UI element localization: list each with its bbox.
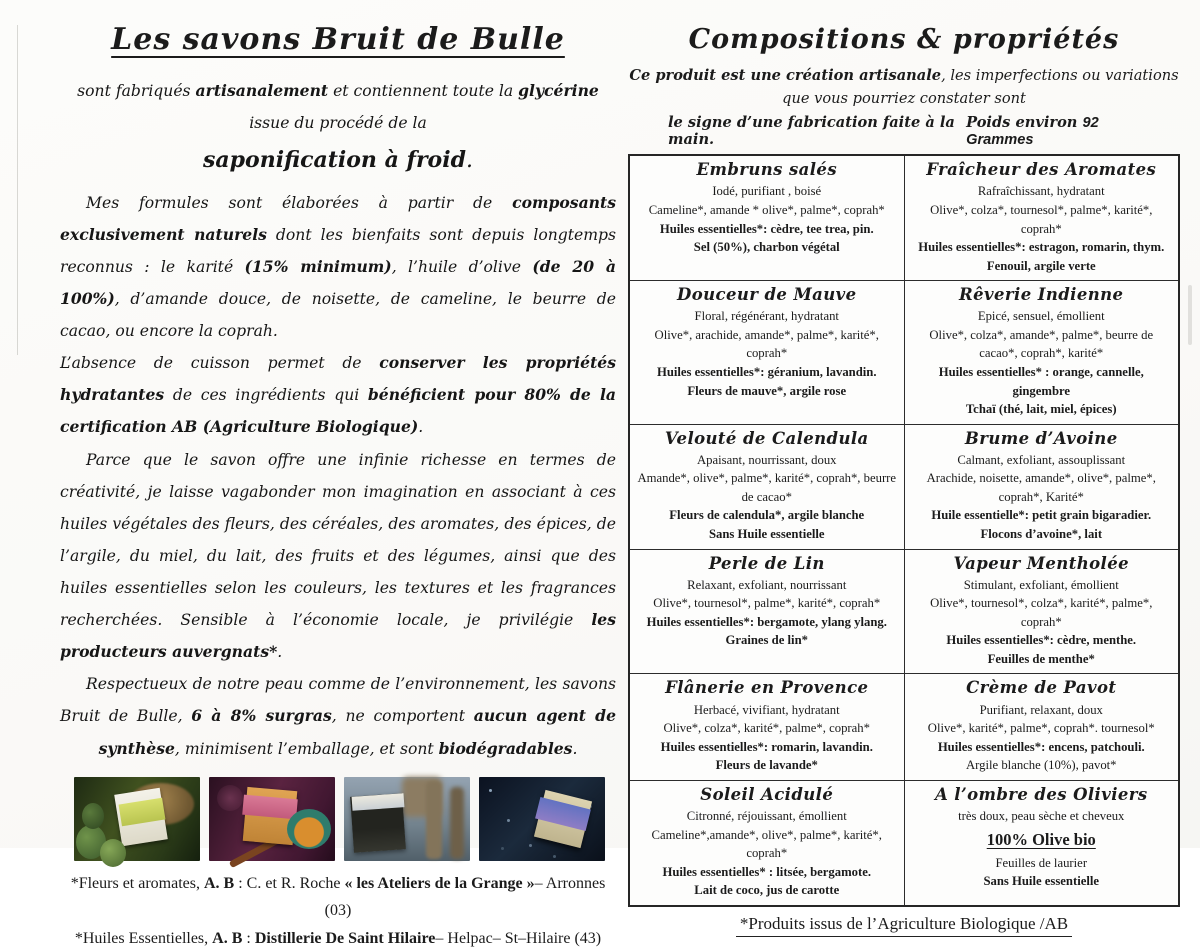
driftwood-shape — [426, 781, 442, 859]
composition-line: Tchaï (thé, lait, miel, épices) — [965, 402, 1117, 417]
soap-name: Embruns salés — [696, 160, 838, 180]
composition-cell — [904, 155, 1179, 280]
paragraph — [60, 141, 616, 181]
text-segment: , l’huile d’olive — [391, 257, 533, 276]
table-row — [629, 424, 1179, 549]
text-segment: . — [465, 148, 473, 174]
composition-line: Citronné, réjouissant, émollient — [686, 809, 847, 824]
composition-line: Epicé, sensuel, émollient — [977, 309, 1105, 324]
composition-line: Huiles essentielles*: géranium, lavandin. — [656, 365, 877, 379]
text-segment: Mes formules sont élaborées à partir de — [86, 193, 513, 212]
composition-line: Rafraîchissant, hydratant — [977, 184, 1105, 199]
text-segment: (de 20 à 100%) — [60, 256, 616, 309]
credit-line — [60, 925, 616, 952]
composition-line: Amande*, olive*, palme*, karité*, coprah*, beurre de cacao* — [637, 471, 897, 504]
paragraph — [60, 187, 616, 348]
composition-line: Relaxant, exfoliant, nourrissant — [687, 577, 847, 592]
composition-line: Stimulant, exfoliant, émollient — [963, 577, 1119, 592]
paragraph — [60, 75, 616, 139]
composition-cell — [629, 424, 904, 549]
text-segment: Distillerie De Saint Hilaire — [254, 929, 436, 947]
composition-line: Sans Huile essentielle — [708, 526, 825, 541]
text-segment: « les Ateliers de la Grange » — [344, 874, 535, 892]
composition-line: Huiles essentielles*: romarin, lavandin. — [660, 739, 873, 754]
text-segment: sont fabriqués — [77, 82, 196, 100]
soap-name: Brume d’Avoine — [964, 428, 1118, 448]
composition-line: Sans Huile essentielle — [983, 874, 1100, 889]
soap-photo-olives — [74, 777, 200, 861]
composition-line: Huile essentielle*: petit grain bigaradier. — [931, 508, 1152, 523]
text-segment: . — [572, 739, 578, 758]
compositions-table — [628, 154, 1180, 907]
driftwood-shape — [450, 787, 464, 859]
table-row — [629, 549, 1179, 674]
composition-cell — [629, 549, 904, 674]
composition-cell — [904, 281, 1179, 424]
right-page — [628, 24, 1180, 937]
text-segment: glycérine — [518, 81, 599, 100]
spice-bowl-shape — [287, 809, 331, 849]
text-segment: 92 Grammes — [966, 115, 1099, 149]
composition-line: Purifiant, relaxant, doux — [979, 702, 1103, 717]
composition-line: Olive*, colza*, karité*, palme*, coprah* — [663, 721, 870, 736]
composition-line: Huiles essentielles*: encens, patchouli. — [937, 739, 1145, 754]
table-row — [629, 674, 1179, 780]
text-segment: biodégradables — [438, 738, 573, 758]
composition-line: Huiles essentielles* : litsée, bergamote. — [662, 864, 872, 879]
text-segment: Parce que le savon offre une infinie richesse en termes de créativité, je laisse vagabonder mon imagination en associant à ces huiles végétales des fleurs, des céréales, des aromates, des épices, de l’argile, du miel, du lait, des fruits et des légumes, ainsi que des huiles essentielles selon les couleurs, les textures et les fragrances recherchées. Sensible à l’économie locale, je privilégie — [60, 450, 616, 630]
composition-line: Feuilles de menthe* — [987, 651, 1095, 666]
text-segment: – Arronnes (03) — [324, 874, 606, 920]
text-segment: , minimisent l’emballage, et sont — [174, 739, 439, 758]
composition-cell — [629, 780, 904, 905]
composition-line: très doux, peau sèche et cheveux — [958, 809, 1125, 824]
soap-name: Flânerie en Provence — [665, 678, 869, 698]
text-segment: *Huiles Essentielles, — [74, 929, 213, 947]
composition-line: Huiles essentielles*: estragon, romarin, thym. — [918, 240, 1165, 255]
text-segment: *Fleurs et aromates, — [70, 874, 204, 892]
text-segment: : — [242, 929, 255, 947]
text-segment: , ne comportent — [331, 707, 474, 726]
text-segment: : C. et R. Roche — [234, 874, 345, 892]
credit-line — [60, 870, 616, 925]
soap-photos-row — [74, 777, 616, 861]
organic-footnote — [628, 914, 1180, 937]
composition-line: Fenouil, argile verte — [986, 258, 1096, 273]
soap-photo-spices — [209, 777, 335, 861]
composition-line: Olive*, tournesol*, colza*, karité*, palme*, coprah* — [930, 596, 1153, 629]
composition-line: Floral, régénérant, hydratant — [694, 309, 839, 324]
paragraph — [60, 668, 616, 764]
table-row — [629, 780, 1179, 905]
composition-line: Iodé, purifiant , boisé — [712, 184, 822, 199]
text-segment: , d’amande douce, de noisette, de cameline, le beurre de cacao, ou encore la coprah. — [60, 290, 616, 341]
text-segment: 6 à 8% surgras — [191, 706, 332, 726]
soap-photo-rocks — [479, 777, 605, 861]
composition-line: Olive*, tournesol*, palme*, karité*, coprah* — [653, 596, 881, 611]
text-segment: et contiennent toute la — [328, 82, 519, 100]
soap-name: Vapeur Mentholée — [953, 553, 1129, 573]
paragraph — [60, 444, 616, 669]
composition-line: Apaisant, nourrissant, doux — [696, 452, 837, 467]
text-segment: dont les bienfaits sont depuis longtemps reconnus : le karité — [60, 225, 616, 276]
composition-line: Cameline*, amande * olive*, palme*, coprah* — [648, 203, 885, 218]
soap-name: Velouté de Calendula — [664, 428, 869, 448]
text-segment: saponification à froid — [203, 147, 466, 174]
composition-line: Feuilles de laurier — [995, 855, 1088, 870]
composition-cell — [629, 281, 904, 424]
composition-cell — [904, 424, 1179, 549]
text-segment: conserver les propriétés hydratantes — [60, 353, 616, 405]
composition-line: Huiles essentielles* : orange, cannelle, gingembre — [938, 365, 1144, 398]
text-segment: , les imperfections ou variations que vous pourriez constater sont — [782, 67, 1179, 107]
composition-line: Fleurs de lavande* — [715, 758, 818, 773]
composition-cell — [629, 674, 904, 780]
weight-note — [966, 114, 1146, 148]
soap-name: Fraîcheur des Aromates — [926, 160, 1157, 180]
text-segment: Respectueux de notre peau comme de l’environnement, les savons Bruit de Bulle, — [60, 675, 616, 726]
composition-cell — [629, 155, 904, 280]
composition-line: Fleurs de mauve*, argile rose — [687, 383, 847, 398]
text-segment: (15% minimum) — [244, 256, 392, 276]
soap-name: Perle de Lin — [708, 553, 825, 573]
handmade-note-line1 — [628, 65, 1180, 110]
handmade-note-line2 — [628, 110, 1180, 154]
text-segment: . — [277, 643, 283, 662]
text-segment: de ces ingrédients qui — [164, 386, 368, 405]
text-segment: issue du procédé de la — [249, 114, 427, 133]
soap-label-shape — [242, 794, 298, 819]
composition-line: Argile blanche (10%), pavot* — [965, 758, 1117, 773]
supplier-credits — [60, 870, 616, 952]
text-segment: bénéficient pour 80% de la certification AB (Agriculture Biologique) — [60, 385, 616, 437]
soap-name: Soleil Acidulé — [700, 784, 834, 804]
text-segment: . — [418, 418, 424, 437]
composition-line: Fleurs de calendula*, argile blanche — [669, 508, 865, 523]
composition-line: Sel (50%), charbon végétal — [693, 240, 840, 255]
text-segment: composants exclusivement naturels — [60, 192, 616, 244]
intro-paragraphs — [60, 75, 616, 765]
composition-line: Lait de coco, jus de carotte — [694, 883, 840, 898]
text-segment: L’absence de cuisson permet de — [60, 354, 380, 373]
table-row — [629, 155, 1179, 280]
composition-line: Olive*, colza*, amande*, palme*, beurre de cacao*, coprah*, karité* — [929, 327, 1154, 361]
composition-line: Huiles essentielles*: bergamote, ylang ylang. — [646, 614, 887, 629]
left-page — [60, 22, 616, 952]
text-segment: les producteurs auvergnats* — [60, 610, 616, 662]
text-segment: le signe d’une fabrication faite à la main. — [668, 114, 955, 149]
text-segment: aucun agent de synthèse — [98, 706, 617, 758]
avocado-shape — [100, 839, 126, 867]
organic-footnote-text: *Produits issus de l’Agriculture Biologique /AB — [736, 914, 1072, 937]
water-glints-shape — [489, 789, 492, 792]
composition-line: Arachide, noisette, amande*, olive*, palme*, coprah*, Karité* — [926, 471, 1156, 504]
composition-cell — [904, 549, 1179, 674]
text-segment: artisanalement — [195, 81, 329, 100]
composition-cell — [904, 780, 1179, 905]
composition-line: Flocons d’avoine*, lait — [980, 526, 1103, 541]
composition-line: Huiles essentielles*: cèdre, tee trea, pin. — [659, 221, 874, 236]
composition-line: 100% Olive bio — [986, 829, 1096, 849]
composition-line: Graines de lin* — [725, 633, 808, 648]
text-segment: Ce produit est une création artisanale — [629, 67, 942, 84]
soap-name: A l’ombre des Oliviers — [934, 784, 1148, 804]
text-segment: Poids environ — [966, 114, 1083, 132]
soap-name: Crème de Pavot — [966, 678, 1117, 698]
composition-line: Herbacé, vivifiant, hydratant — [693, 702, 840, 717]
candle-glow-shape — [217, 785, 243, 811]
soap-name: Rêverie Indienne — [959, 285, 1124, 305]
table-row — [629, 281, 1179, 424]
composition-cell — [904, 674, 1179, 780]
composition-line: Cameline*,amande*, olive*, palme*, karité*, coprah* — [651, 827, 882, 861]
composition-line: Olive*, colza*, tournesol*, palme*, karité*, coprah* — [930, 203, 1153, 236]
composition-line: Calmant, exfoliant, assouplissant — [957, 452, 1126, 467]
text-segment: A. B — [204, 874, 235, 892]
handmade-note — [668, 114, 966, 148]
text-segment: A. B — [212, 929, 243, 947]
avocado-shape — [82, 803, 104, 829]
soap-name: Douceur de Mauve — [676, 285, 857, 305]
composition-line: Huiles essentielles*: cèdre, menthe. — [946, 633, 1137, 648]
compositions-title: Compositions & propriétés — [688, 24, 1120, 55]
composition-line: Olive*, karité*, palme*, coprah*. tournesol* — [927, 721, 1155, 736]
page-title: Les savons Bruit de Bulle — [111, 22, 565, 57]
text-segment: – Helpac– St–Hilaire (43) — [435, 929, 602, 947]
soap-photo-driftwood — [344, 777, 470, 861]
paragraph — [60, 347, 616, 443]
composition-line: Olive*, arachide, amande*, palme*, karité*, coprah* — [654, 327, 879, 361]
